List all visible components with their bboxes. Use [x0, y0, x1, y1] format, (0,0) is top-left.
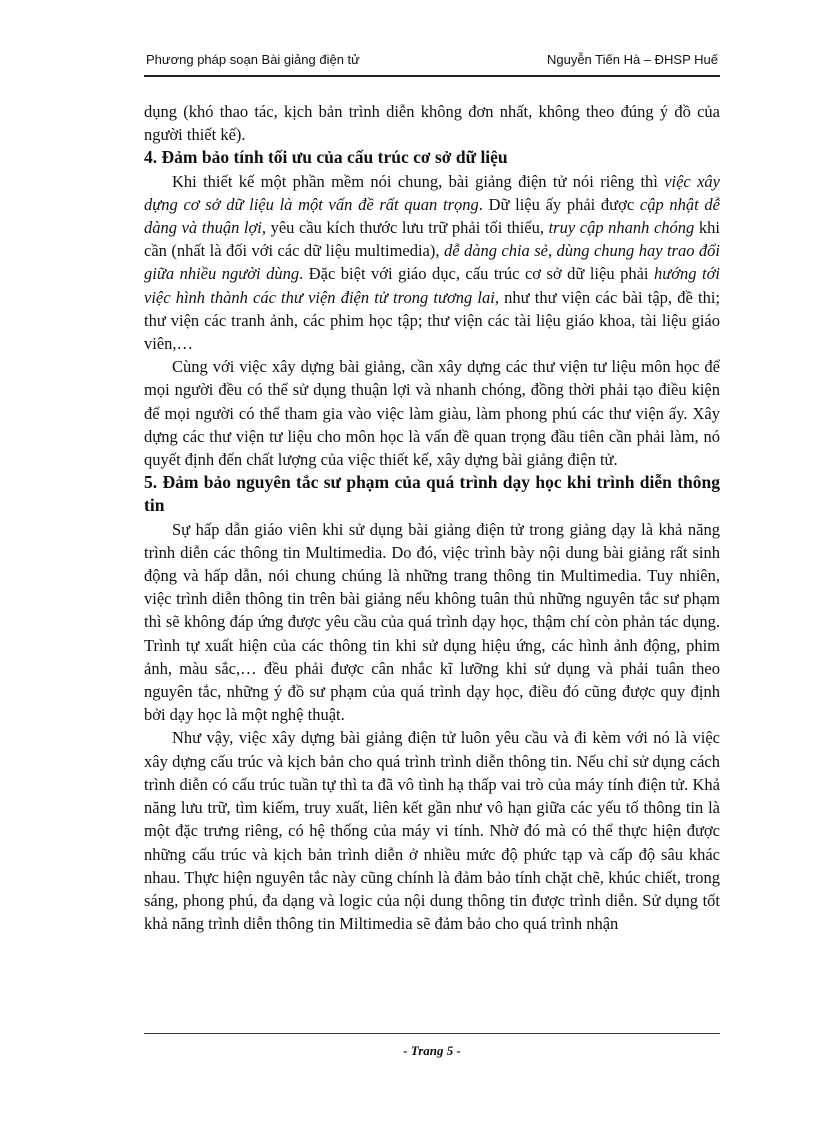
paragraph-continuation: dụng (khó thao tác, kịch bản trình diễn không đơn nhất, không theo đúng ý đồ của người thiết kế).: [144, 102, 720, 145]
paragraph-structure: Như vậy, việc xây dựng bài giảng điện tử luôn yêu cầu và đi kèm với nó là việc xây dựng cấu trúc và kịch bản cho quá trình trình diễn thông tin. Nếu chỉ sử dụng cách trình diễn có cấu trúc tuần tự thì ta đã vô tình hạ thấp vai trò của máy tính điện tử. Khả năng lưu trữ, tìm kiếm, truy xuất, liên kết gần như vô hạn giữa các yếu tố thông tin là một đặc trưng riêng, có hệ thống của máy vi tính. Nhờ đó mà có thể thực hiện được những cấu trúc và kịch bản trình diễn ở nhiều mức độ phức tạp và cấp độ sâu khác nhau. Thực hiện nguyên tắc này cũng chính là đảm bảo tính chặt chẽ, khúc chiết, trong sáng, phong phú, đa dạng và logic của nội dung thông tin được trình diễn. Sử dụng tốt khả năng trình diễn thông tin Miltimedia sẽ đảm bảo cho quá trình nhận: [144, 728, 720, 934]
paragraph-database: Khi thiết kế một phần mềm nói chung, bài giảng điện tử nói riêng thì việc xây dựng cơ sở dữ liệu là một vấn đề rất quan trọng. Dữ liệu ấy phải được cập nhật dễ dàng và thuận lợi, yêu cầu kích thước lưu trữ phải tối thiểu, truy cập nhanh chóng khi cần (nhất là đối với các dữ liệu multimedia), dễ dàng chia sẻ, dùng chung hay trao đổi giữa nhiều người dùng. Đặc biệt với giáo dục, cấu trúc cơ sở dữ liệu phải hướng tới việc hình thành các thư viện điện tử trong tương lai, như thư viện các bài tập, đề thi; thư viện các tranh ảnh, các phim học tập; thư viện các tài liệu giáo khoa, tài liệu giáo viên,…: [144, 171, 721, 354]
paragraph-library: Cùng với việc xây dựng bài giảng, cần xây dựng các thư viện tư liệu môn học để mọi người đều có thể sử dụng thuận lợi và nhanh chóng, đồng thời phải tạo điều kiện để mọi người có thể tham gia vào việc làm giàu, làm phong phú các thư viện ấy. Xây dựng các thư viện tư liệu cho môn học là vấn đề quan trọng đầu tiên cần phải làm, nó quyết định đến chất lượng của việc thiết kế, xây dựng bài giảng điện tử.: [144, 357, 720, 470]
page-number: - Trang 5 -: [403, 1043, 461, 1058]
page-header: [144, 52, 720, 72]
header-rule: [144, 75, 720, 77]
header-title: Phương pháp soạn Bài giảng điện tử: [146, 52, 360, 67]
header-author: Nguyễn Tiến Hà – ĐHSP Huế: [546, 52, 718, 67]
section-heading-5: 5. Đảm bảo nguyên tắc sư phạm của quá trình dạy học khi trình diễn thông tin: [144, 472, 720, 516]
footer-rule: [144, 1033, 720, 1034]
document-body: [144, 100, 720, 935]
section-heading-4: 4. Đảm bảo tính tối ưu của cấu trúc cơ sở dữ liệu: [144, 147, 508, 168]
paragraph-multimedia: Sự hấp dẫn giáo viên khi sử dụng bài giảng điện tử trong giảng dạy là khả năng trình diễn các thông tin Multimedia. Do đó, việc trình bày nội dung bài giảng rất sinh động và hấp dẫn, nói chung chúng là những trang thông tin Multimedia. Tuy nhiên, việc trình diễn thông tin trên bài giảng nếu không tuân thủ những nguyên tắc sư phạm thì sẽ không đáp ứng được yêu cầu của quá trình dạy học, thậm chí còn phản tác dụng. Trình tự xuất hiện của các thông tin khi sử dụng hiệu ứng, các hình ảnh động, phim ảnh, màu sắc,… đều phải được cân nhắc kĩ lưỡng khi sử dụng và phải tuân theo nguyên tắc, những ý đồ sư phạm của quá trình dạy học, điều đó cũng được quy định bởi dạy học là một nghệ thuật.: [144, 519, 720, 725]
